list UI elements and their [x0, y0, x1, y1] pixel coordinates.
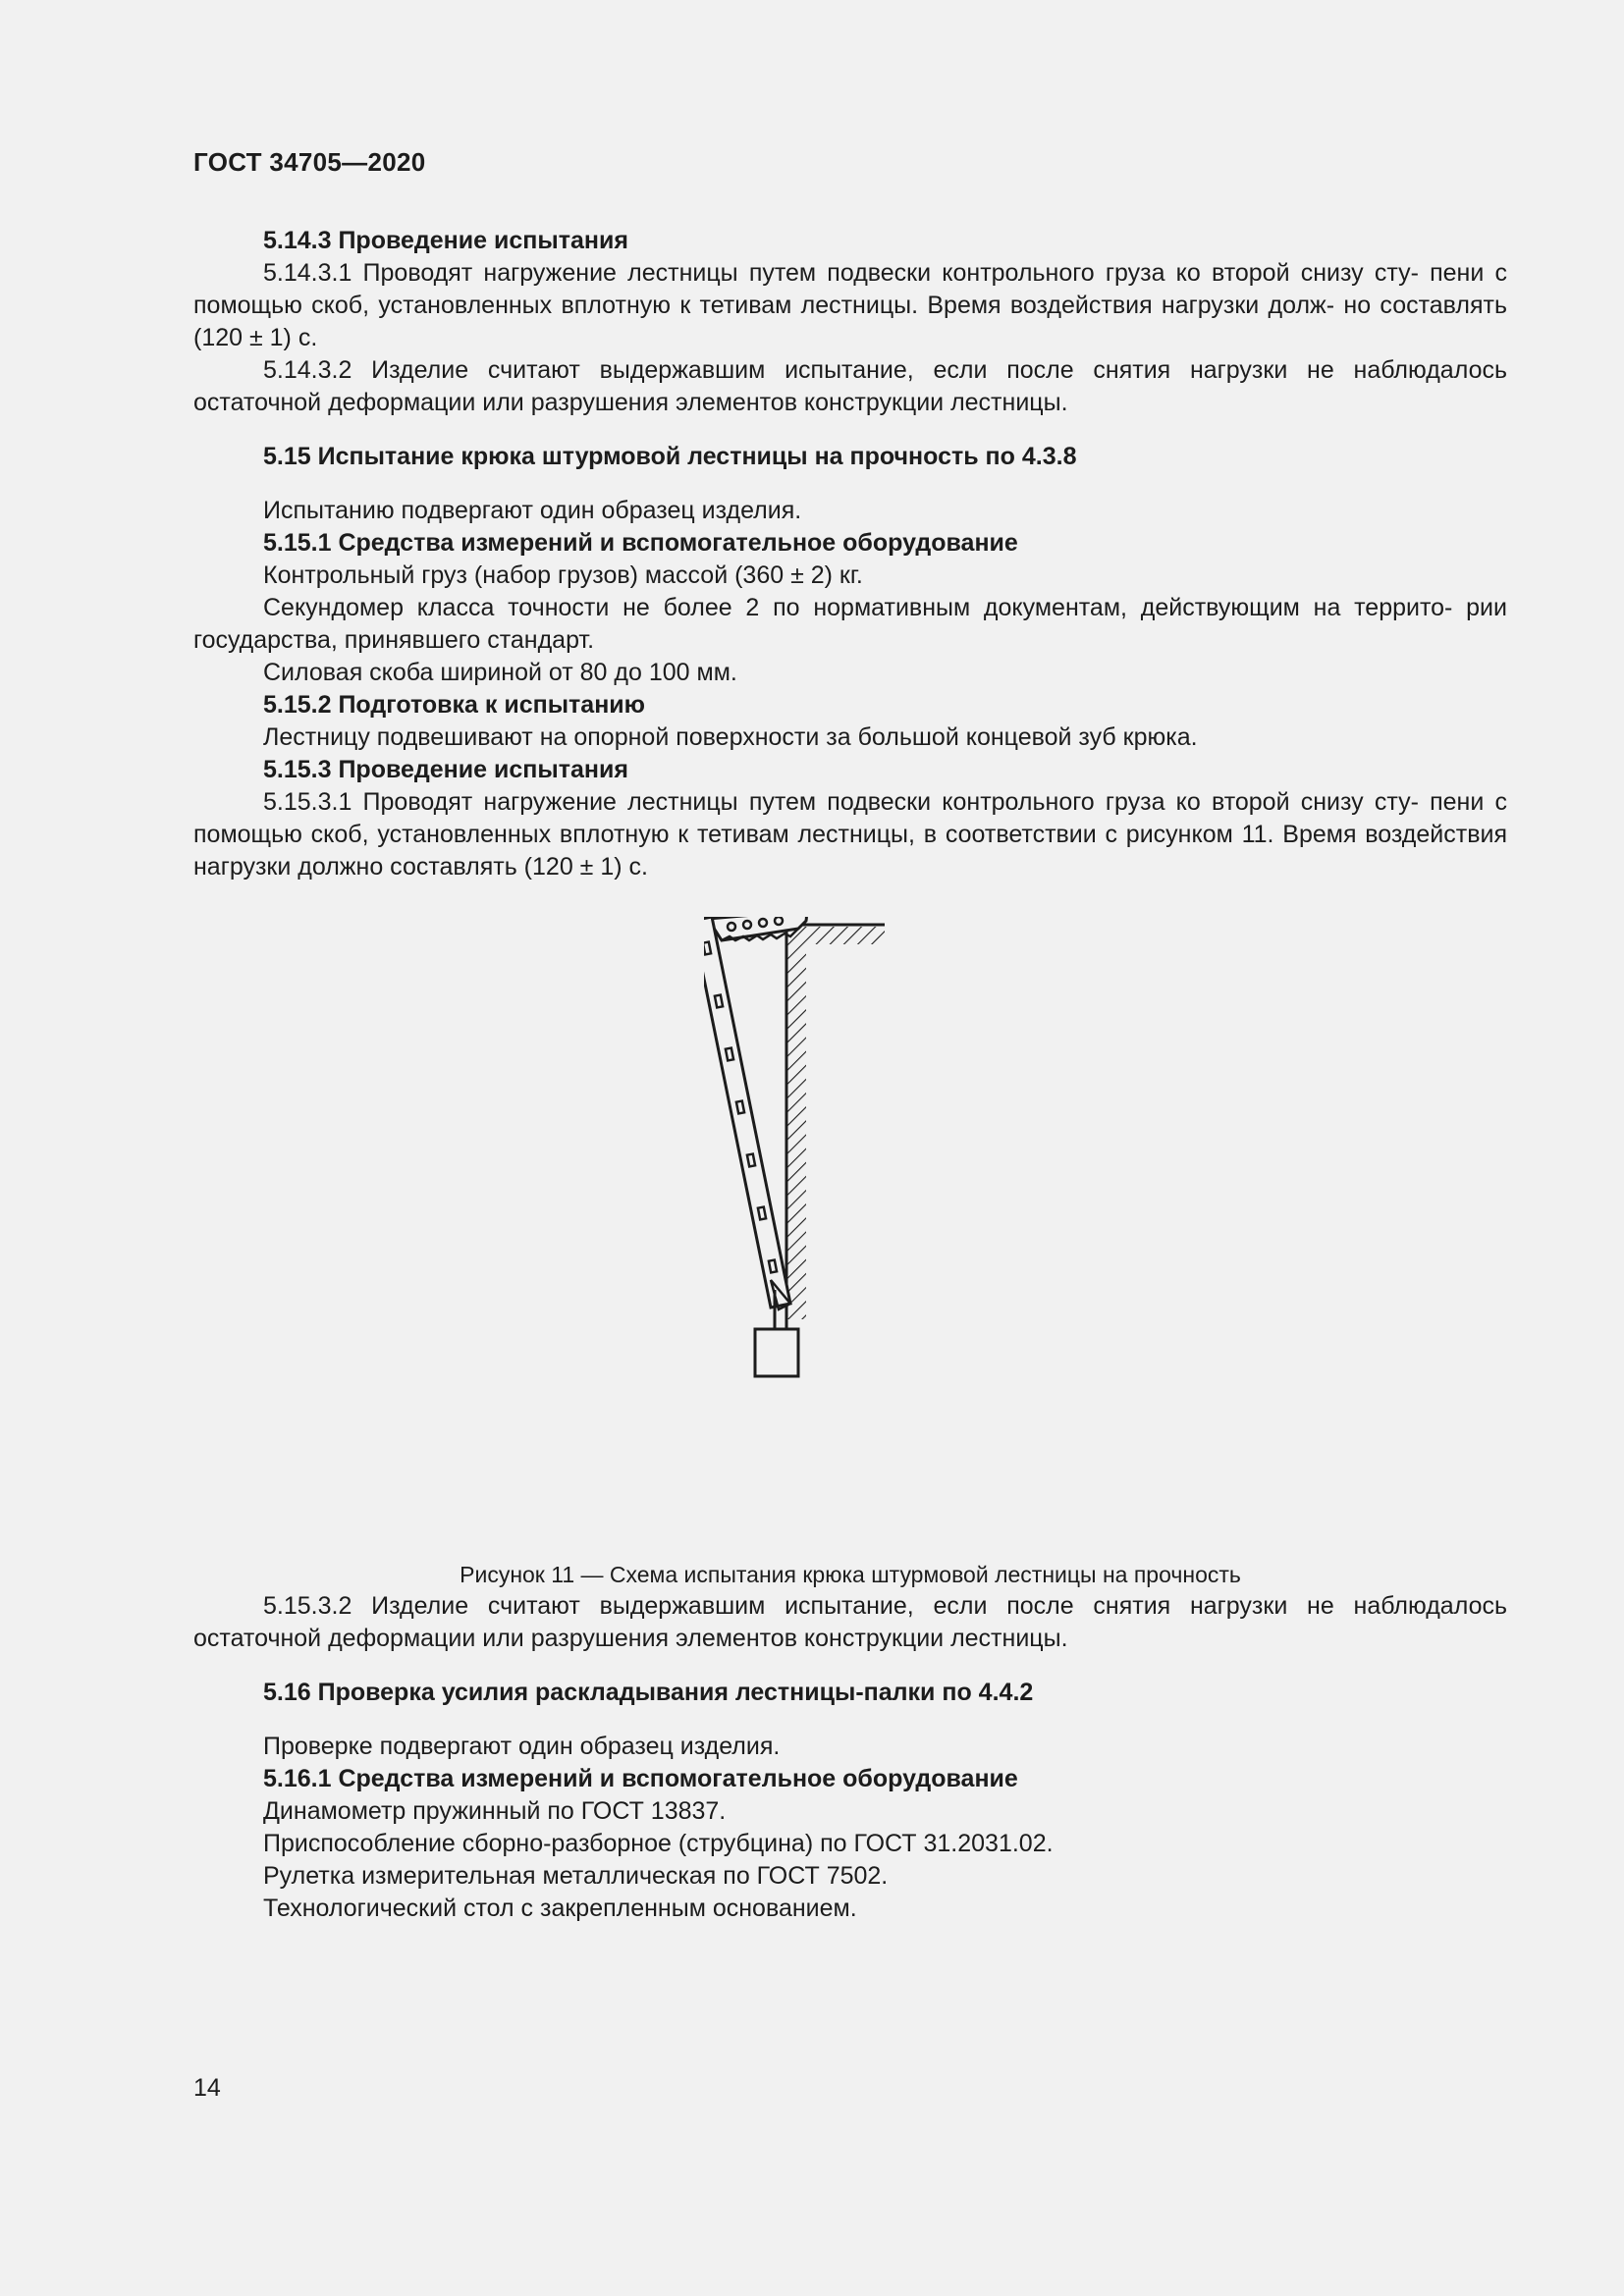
section-heading-5-15: 5.15 Испытание крюка штурмовой лестницы на прочность по 4.3.8: [263, 443, 1077, 470]
document-body: [193, 225, 1507, 1925]
paragraph-5-15-3-2: 5.15.3.2 Изделие считают выдержавшим испытание, если после снятия нагрузки не наблюдалось остаточной деформации или разрушения элементов конструкции лестницы.: [193, 1592, 1507, 1652]
list-item: Контрольный груз (набор грузов) массой (360 ± 2) кг.: [263, 561, 863, 589]
list-item: Динамометр пружинный по ГОСТ 13837.: [263, 1797, 727, 1825]
top-surface-hatching: [806, 927, 885, 944]
section-heading-5-16-1: 5.16.1 Средства измерений и вспомогательное оборудование: [263, 1765, 1018, 1792]
section-heading-5-15-1: 5.15.1 Средства измерений и вспомогательное оборудование: [263, 529, 1018, 557]
list-item: Силовая скоба шириной от 80 до 100 мм.: [263, 659, 737, 686]
list-item: Рулетка измерительная металлическая по ГОСТ 7502.: [263, 1862, 889, 1890]
section-heading-5-15-3: 5.15.3 Проведение испытания: [263, 756, 628, 783]
paragraph-5-14-3-1: 5.14.3.1 Проводят нагружение лестницы путем подвески контрольного груза ко второй снизу сту- пени с помощью скоб, установленных вплотную к тетивам лестницы. Время воздействия нагрузки долж- но составлять (120 ± 1) с.: [193, 259, 1507, 351]
figure-caption: Рисунок 11 — Схема испытания крюка штурмовой лестницы на прочность: [460, 1562, 1241, 1587]
section-heading-5-16: 5.16 Проверка усилия раскладывания лестницы-палки по 4.4.2: [263, 1679, 1034, 1706]
document-header: ГОСТ 34705—2020: [193, 147, 426, 177]
paragraph-5-15-intro: Испытанию подвергают один образец изделия.: [263, 497, 802, 524]
ladder-hook-test-diagram: [704, 917, 999, 1555]
list-item: Приспособление сборно-разборное (струбцина) по ГОСТ 31.2031.02.: [263, 1830, 1054, 1857]
wall-hatching: [786, 927, 806, 1319]
figure-11: [193, 907, 1507, 1587]
control-weight: [755, 1329, 798, 1376]
section-heading-5-14-3: 5.14.3 Проведение испытания: [263, 227, 628, 254]
paragraph-5-15-3-1: 5.15.3.1 Проводят нагружение лестницы путем подвески контрольного груза ко второй снизу сту- пени с помощью скоб, установленных вплотную к тетивам лестницы, в соответствии с рисунком 11. Время воздействия нагрузки должно составлять (120 ± 1) с.: [193, 788, 1507, 881]
paragraph-5-15-2: Лестницу подвешивают на опорной поверхности за большой концевой зуб крюка.: [263, 723, 1198, 751]
paragraph-5-14-3-2: 5.14.3.2 Изделие считают выдержавшим испытание, если после снятия нагрузки не наблюдалось остаточной деформации или разрушения элементов конструкции лестницы.: [193, 356, 1507, 416]
page-number: 14: [193, 2074, 221, 2102]
section-heading-5-15-2: 5.15.2 Подготовка к испытанию: [263, 691, 646, 719]
paragraph-5-16-intro: Проверке подвергают один образец изделия.: [263, 1733, 781, 1760]
list-item: Секундомер класса точности не более 2 по нормативным документам, действующим на террито- рии государства, принявшего стандарт.: [193, 594, 1507, 654]
list-item: Технологический стол с закрепленным основанием.: [263, 1895, 857, 1922]
ladder-stringer: [704, 917, 790, 1308]
